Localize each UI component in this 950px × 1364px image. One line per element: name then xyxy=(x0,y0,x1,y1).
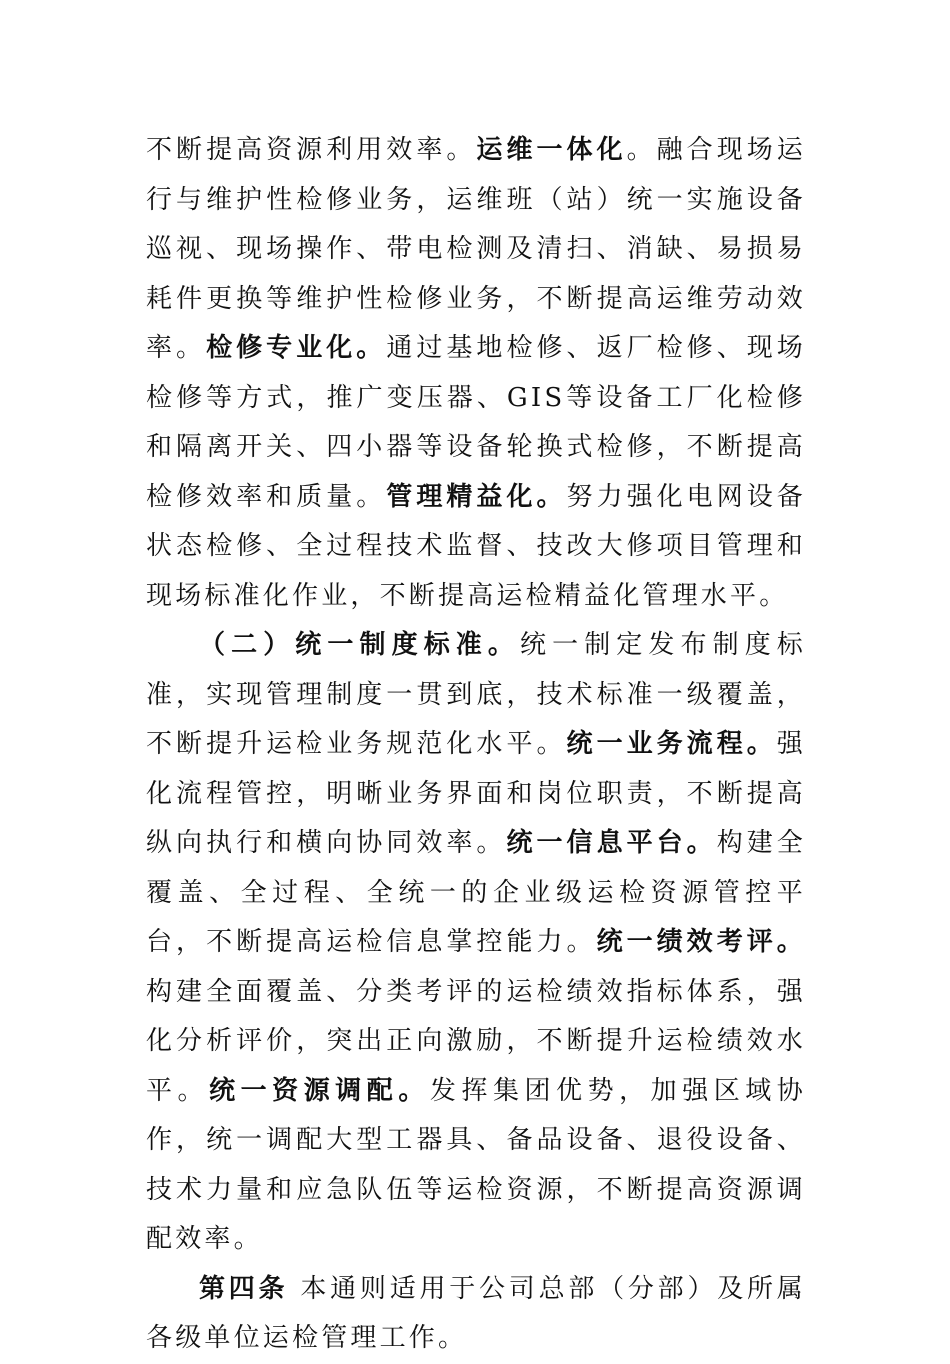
text-segment: 。融合现场运行与维护性检修业务，运维班（站）统一实施设备巡视、现场操作、带电检测及清扫、消缺、易损易耗件更换等维护性检修业务，不断提高运维劳动效率。 xyxy=(146,135,806,363)
paragraph-operations-integration xyxy=(146,126,806,621)
document-page xyxy=(146,126,806,1364)
text-segment: 努力强化电网设备状态检修、全过程技术监督、技改大修项目管理和现场标准化作业，不断提高运检精益化管理水平。 xyxy=(146,481,806,611)
paragraph-unified-standards xyxy=(146,621,806,1265)
paragraph-article-four xyxy=(146,1265,806,1364)
bold-heading-unified-standards: （二）统一制度标准。 xyxy=(199,630,520,660)
text-segment: 不断提高资源利用效率。 xyxy=(146,135,477,165)
text-segment: 通过基地检修、返厂检修、现场检修等方式，推广变压器、GIS等设备工厂化检修和隔离开关、四小器等设备轮换式检修，不断提高检修效率和质量。 xyxy=(146,333,806,512)
text-segment: 构建全面覆盖、分类考评的运检绩效指标体系，强化分析评价，突出正向激励，不断提升运检绩效水平。 xyxy=(146,976,806,1106)
text-segment: 强化流程管控，明晰业务界面和岗位职责，不断提高纵向执行和横向协同效率。 xyxy=(146,729,806,858)
text-segment: 发挥集团优势，加强区域协作，统一调配大型工器具、备品设备、退役设备、技术力量和应急队伍等运检资源，不断提高资源调配效率。 xyxy=(146,1075,807,1254)
text-segment: 统一制定发布制度标准，实现管理制度一贯到底，技术标准一级覆盖，不断提升运检业务规范化水平。 xyxy=(146,630,806,759)
bold-heading-unified-performance: 统一绩效考评。 xyxy=(596,927,806,957)
article-number: 第四条 xyxy=(199,1273,289,1304)
bold-heading-maintenance-specialization: 检修专业化。 xyxy=(206,333,387,363)
bold-heading-operations-integration: 运维一体化 xyxy=(476,135,627,165)
text-segment: 本通则适用于公司总部（分部）及所属各级单位运检管理工作。 xyxy=(146,1273,806,1353)
bold-heading-unified-platform: 统一信息平台。 xyxy=(506,828,717,858)
text-segment: 构建全覆盖、全过程、全统一的企业级运检资源管控平台，不断提高运检信息掌控能力。 xyxy=(146,828,806,957)
bold-heading-unified-resources: 统一资源调配。 xyxy=(209,1075,430,1106)
bold-heading-management-refinement: 管理精益化。 xyxy=(386,481,567,512)
bold-heading-unified-process: 统一业务流程。 xyxy=(566,729,777,759)
